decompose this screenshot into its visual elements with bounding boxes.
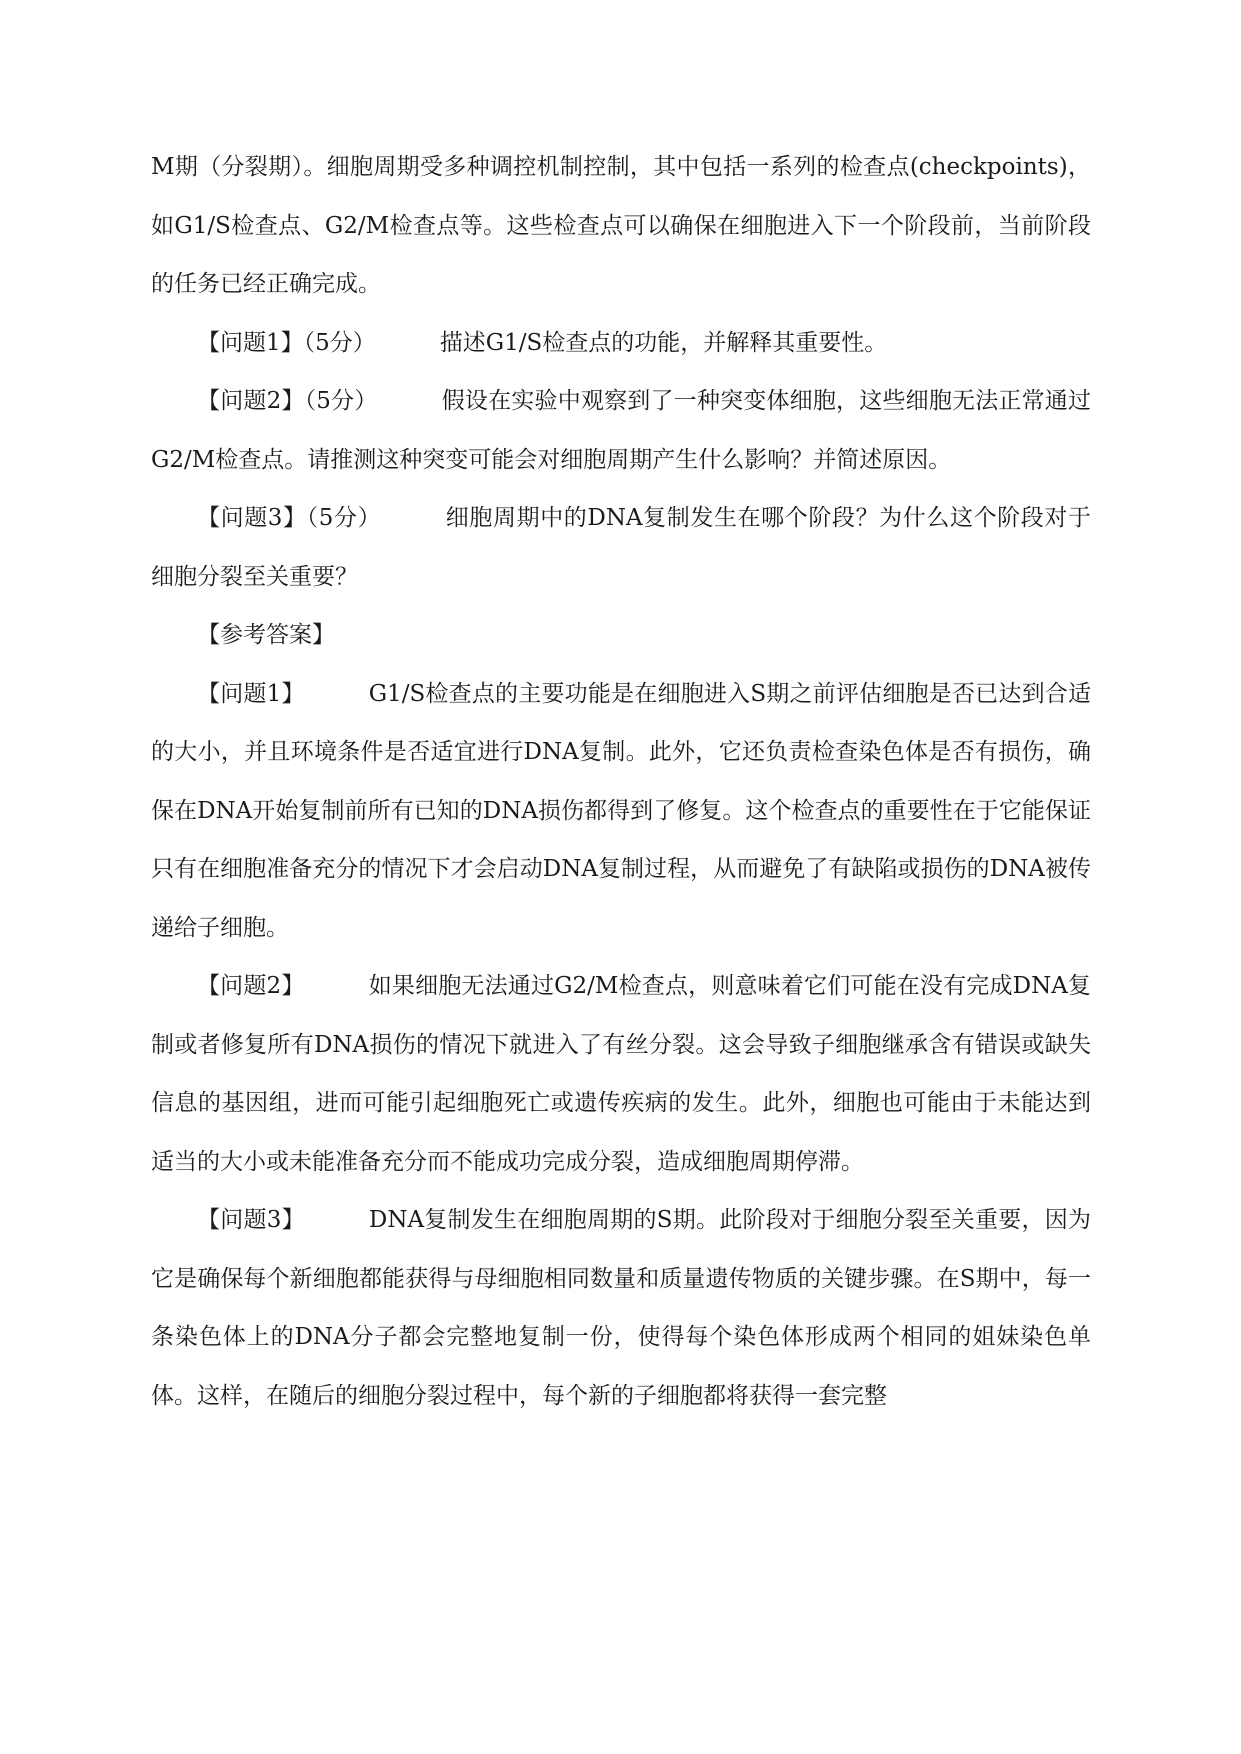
question-2-label: 【问题2】（5分） — [197, 388, 378, 414]
answer-2-text: 如果细胞无法通过G2/M检查点，则意味着它们可能在没有完成DNA复制或者修复所有DNA损伤的情况下就进入了有丝分裂。这会导致子细胞继承含有错误或缺失信息的基因组，进而可能引起细胞死亡或遗传疾病的发生。此外，细胞也可能由于未能达到适当的大小或未能准备充分而不能成功完成分裂，造成细胞周期停滞。 — [151, 973, 1091, 1175]
answer-1-text: G1/S检查点的主要功能是在细胞进入S期之前评估细胞是否已达到合适的大小，并且环境条件是否适宜进行DNA复制。此外，它还负责检查染色体是否有损伤，确保在DNA开始复制前所有已知的DNA损伤都得到了修复。这个检查点的重要性在于它能保证只有在细胞准备充分的情况下才会启动DNA复制过程，从而避免了有缺陷或损伤的DNA被传递给子细胞。 — [151, 680, 1091, 941]
question-2-text: 假设在实验中观察到了一种突变体细胞，这些细胞无法正常通过G2/M检查点。请推测这种突变可能会对细胞周期产生什么影响？并简述原因。 — [151, 388, 1091, 473]
answer-3-label: 【问题3】 — [197, 1207, 305, 1233]
document-body — [151, 138, 1091, 1425]
question-2 — [151, 372, 1091, 489]
question-3 — [151, 489, 1091, 606]
answer-1-label: 【问题1】 — [197, 680, 305, 707]
answer-3 — [151, 1191, 1091, 1425]
answer-2-label: 【问题2】 — [197, 973, 305, 999]
question-3-label: 【问题3】（5分） — [197, 505, 382, 531]
question-3-text: 细胞周期中的DNA复制发生在哪个阶段？为什么这个阶段对于细胞分裂至关重要？ — [151, 505, 1091, 590]
answer-1 — [151, 665, 1091, 958]
question-1-label: 【问题1】（5分） — [197, 329, 376, 356]
question-1-text: 描述G1/S检查点的功能，并解释其重要性。 — [439, 329, 888, 356]
question-1 — [151, 314, 1091, 373]
answer-3-text: DNA复制发生在细胞周期的S期。此阶段对于细胞分裂至关重要，因为它是确保每个新细胞都能获得与母细胞相同数量和质量遗传物质的关键步骤。在S期中，每一条染色体上的DNA分子都会完整地复制一份，使得每个染色体形成两个相同的姐妹染色单体。这样，在随后的细胞分裂过程中，每个新的子细胞都将获得一套完整 — [151, 1207, 1091, 1409]
answer-heading: 【参考答案】 — [197, 622, 335, 648]
intro-paragraph: M期（分裂期）。细胞周期受多种调控机制控制，其中包括一系列的检查点(checkpoints)，如G1/S检查点、G2/M检查点等。这些检查点可以确保在细胞进入下一个阶段前，当前阶段的任务已经正确完成。 — [151, 154, 1091, 297]
answer-2 — [151, 957, 1091, 1191]
